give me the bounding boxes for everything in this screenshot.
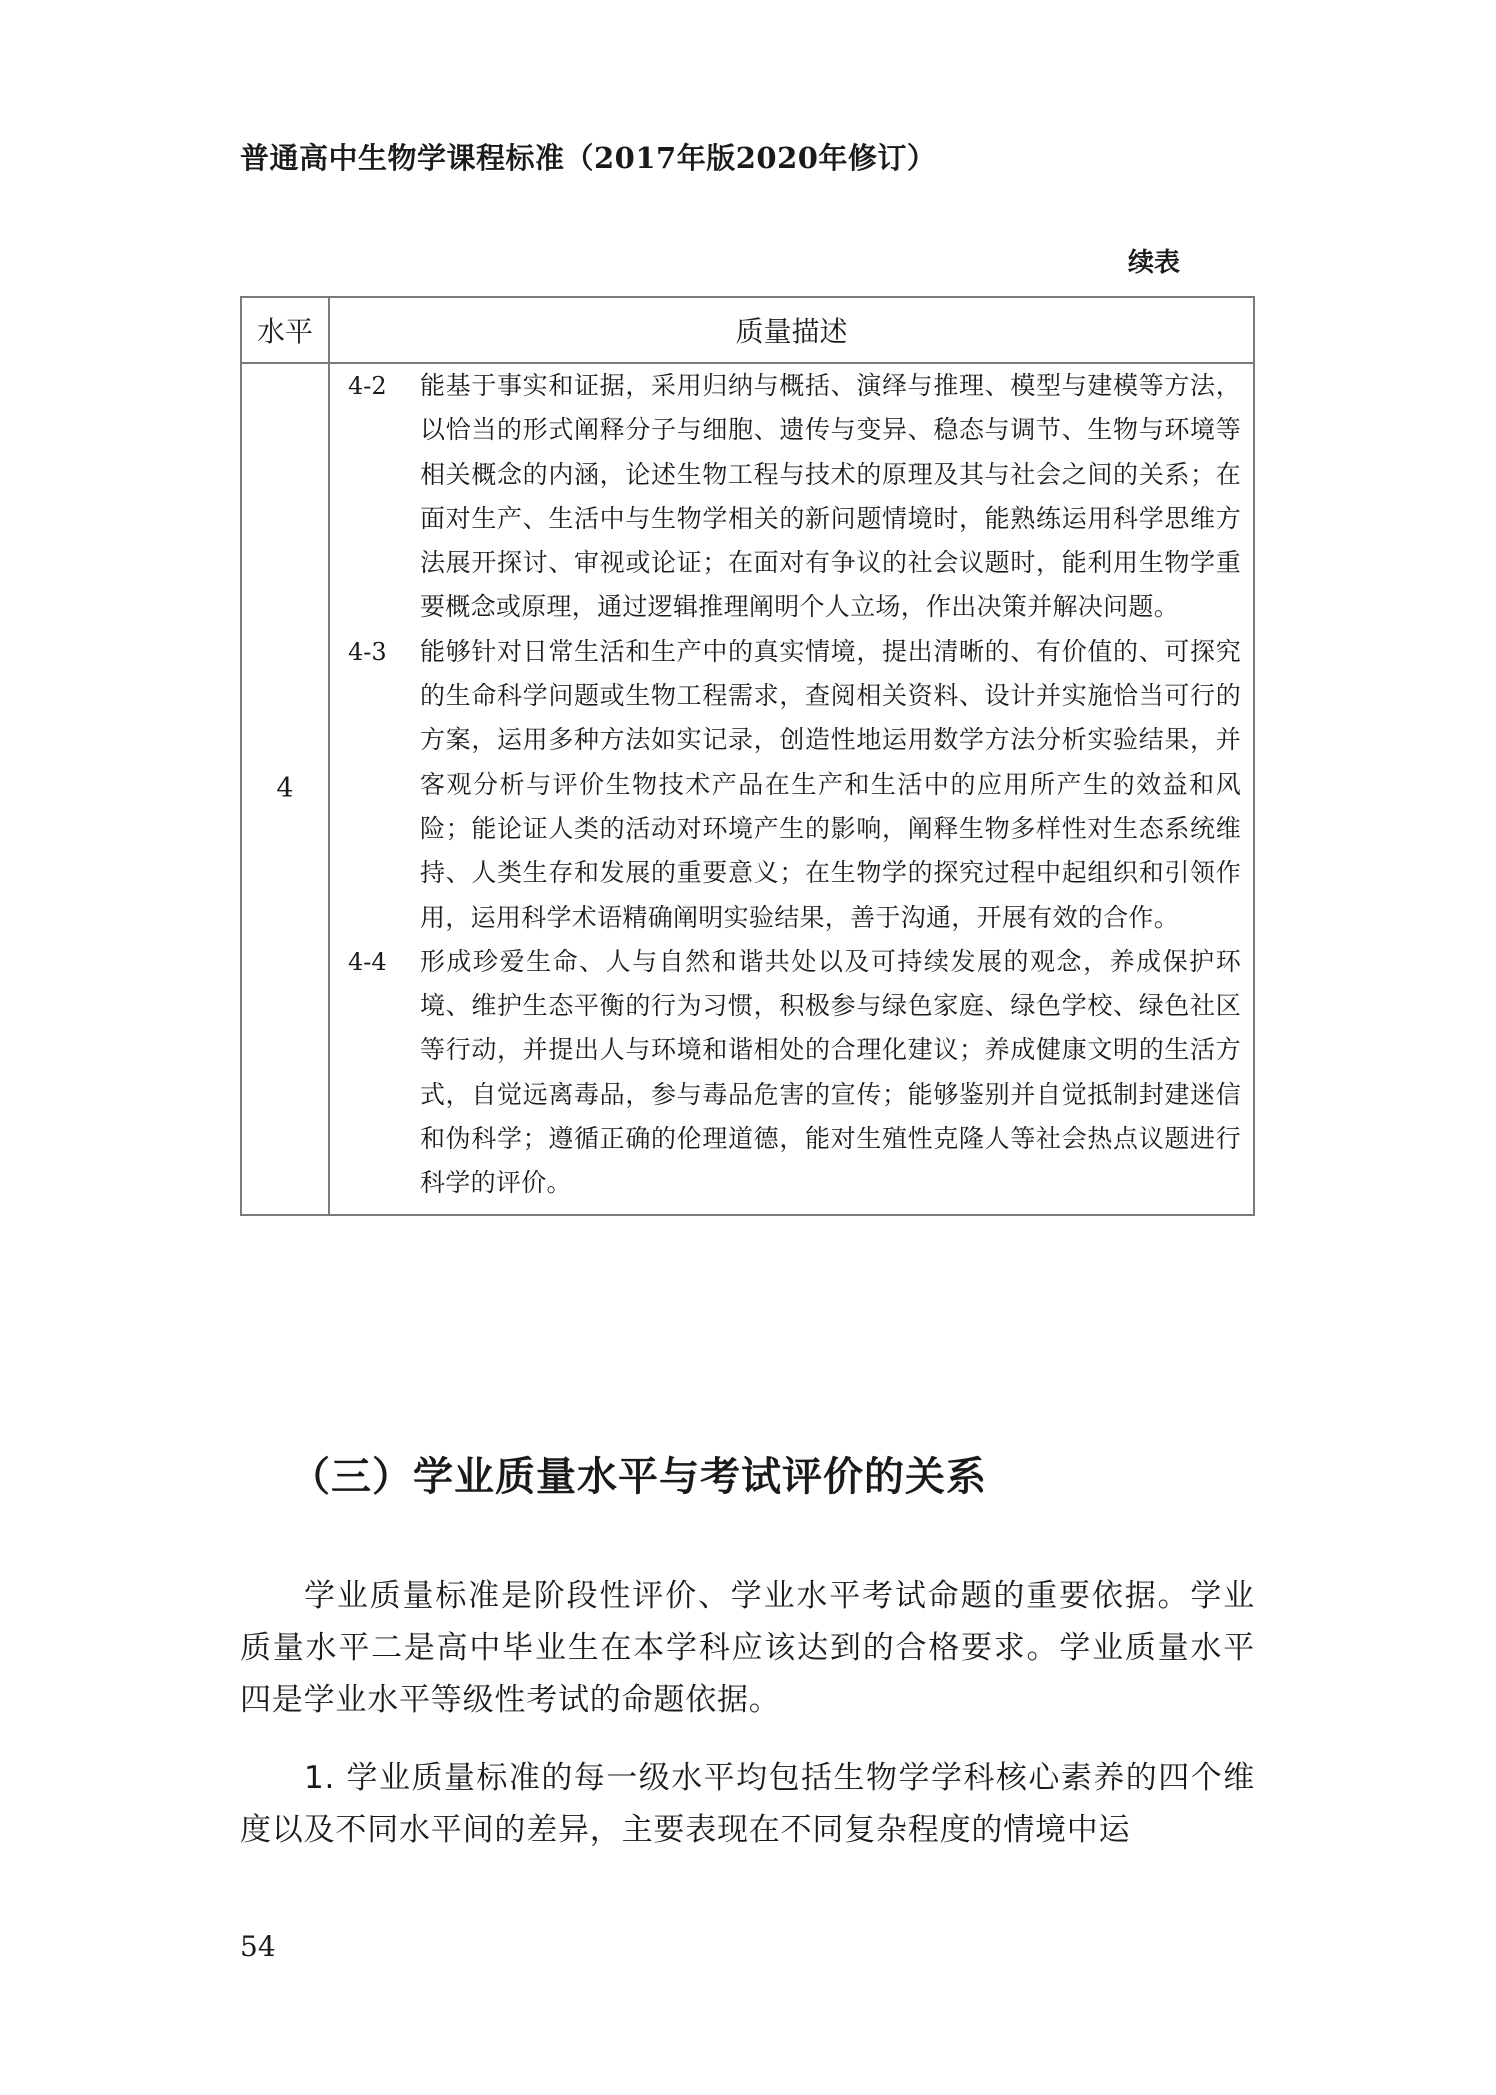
item-text: 形成珍爱生命、人与自然和谐共处以及可持续发展的观念，养成保护环境、维护生态平衡的行为习惯，积极参与绿色家庭、绿色学校、绿色社区等行动，并提出人与环境和谐相处的合理化建议；养成健康文明的生活方式，自觉远离毒品，参与毒品危害的宣传；能够鉴别并自觉抵制封建迷信和伪科学；遵循正确的伦理道德，能对生殖性克隆人等社会热点议题进行科学的评价。 — [420, 946, 1241, 1198]
page-number: 54 — [240, 1930, 276, 1963]
quality-item-4-2 — [342, 364, 1241, 630]
body-paragraph: 学业质量标准是阶段性评价、学业水平考试命题的重要依据。学业质量水平二是高中毕业生在本学科应该达到的合格要求。学业质量水平四是学业水平等级性考试的命题依据。 — [240, 1578, 1255, 1718]
item-text: 能基于事实和证据，采用归纳与概括、演绎与推理、模型与建模等方法，以恰当的形式阐释分子与细胞、遗传与变异、稳态与调节、生物与环境等相关概念的内涵，论述生物工程与技术的原理及其与社会之间的关系；在面对生产、生活中与生物学相关的新问题情境时，能熟练运用科学思维方法展开探讨、审视或论证；在面对有争议的社会议题时，能利用生物学重要概念或原理，通过逻辑推理阐明个人立场，作出决策并解决问题。 — [420, 371, 1241, 622]
section-heading: （三）学业质量水平与考试评价的关系 — [290, 1454, 987, 1500]
table-row — [241, 363, 1254, 1215]
table-continued-label: 续表 — [1128, 248, 1181, 278]
quality-item-4-4 — [342, 940, 1241, 1206]
description-cell — [329, 363, 1254, 1215]
column-header-level: 水平 — [241, 297, 329, 363]
column-header-description: 质量描述 — [329, 297, 1254, 363]
table-header-row — [241, 297, 1254, 363]
item-code: 4-2 — [348, 372, 387, 400]
item-code: 4-3 — [348, 637, 387, 666]
item-text: 能够针对日常生活和生产中的真实情境，提出清晰的、有价值的、可探究的生命科学问题或生物工程需求，查阅相关资料、设计并实施恰当可行的方案，运用多种方法如实记录，创造性地运用数学方法分析实验结果，并客观分析与评价生物技术产品在生产和生活中的应用所产生的效益和风险；能论证人类的活动对环境产生的影响，阐释生物多样性对生态系统维持、人类生存和发展的重要意义；在生物学的探究过程中起组织和引领作用，运用科学术语精确阐明实验结果，善于沟通，开展有效的合作。 — [420, 636, 1241, 932]
running-header: 普通高中生物学课程标准（2017年版2020年修订） — [240, 141, 937, 175]
quality-item-4-3 — [342, 630, 1241, 940]
item-code: 4-4 — [348, 947, 387, 976]
level-value: 4 — [241, 363, 329, 1215]
body-paragraph: 1. 学业质量标准的每一级水平均包括生物学学科核心素养的四个维度以及不同水平间的差异，主要表现在不同复杂程度的情境中运 — [240, 1760, 1255, 1848]
quality-description-table — [240, 296, 1255, 1216]
